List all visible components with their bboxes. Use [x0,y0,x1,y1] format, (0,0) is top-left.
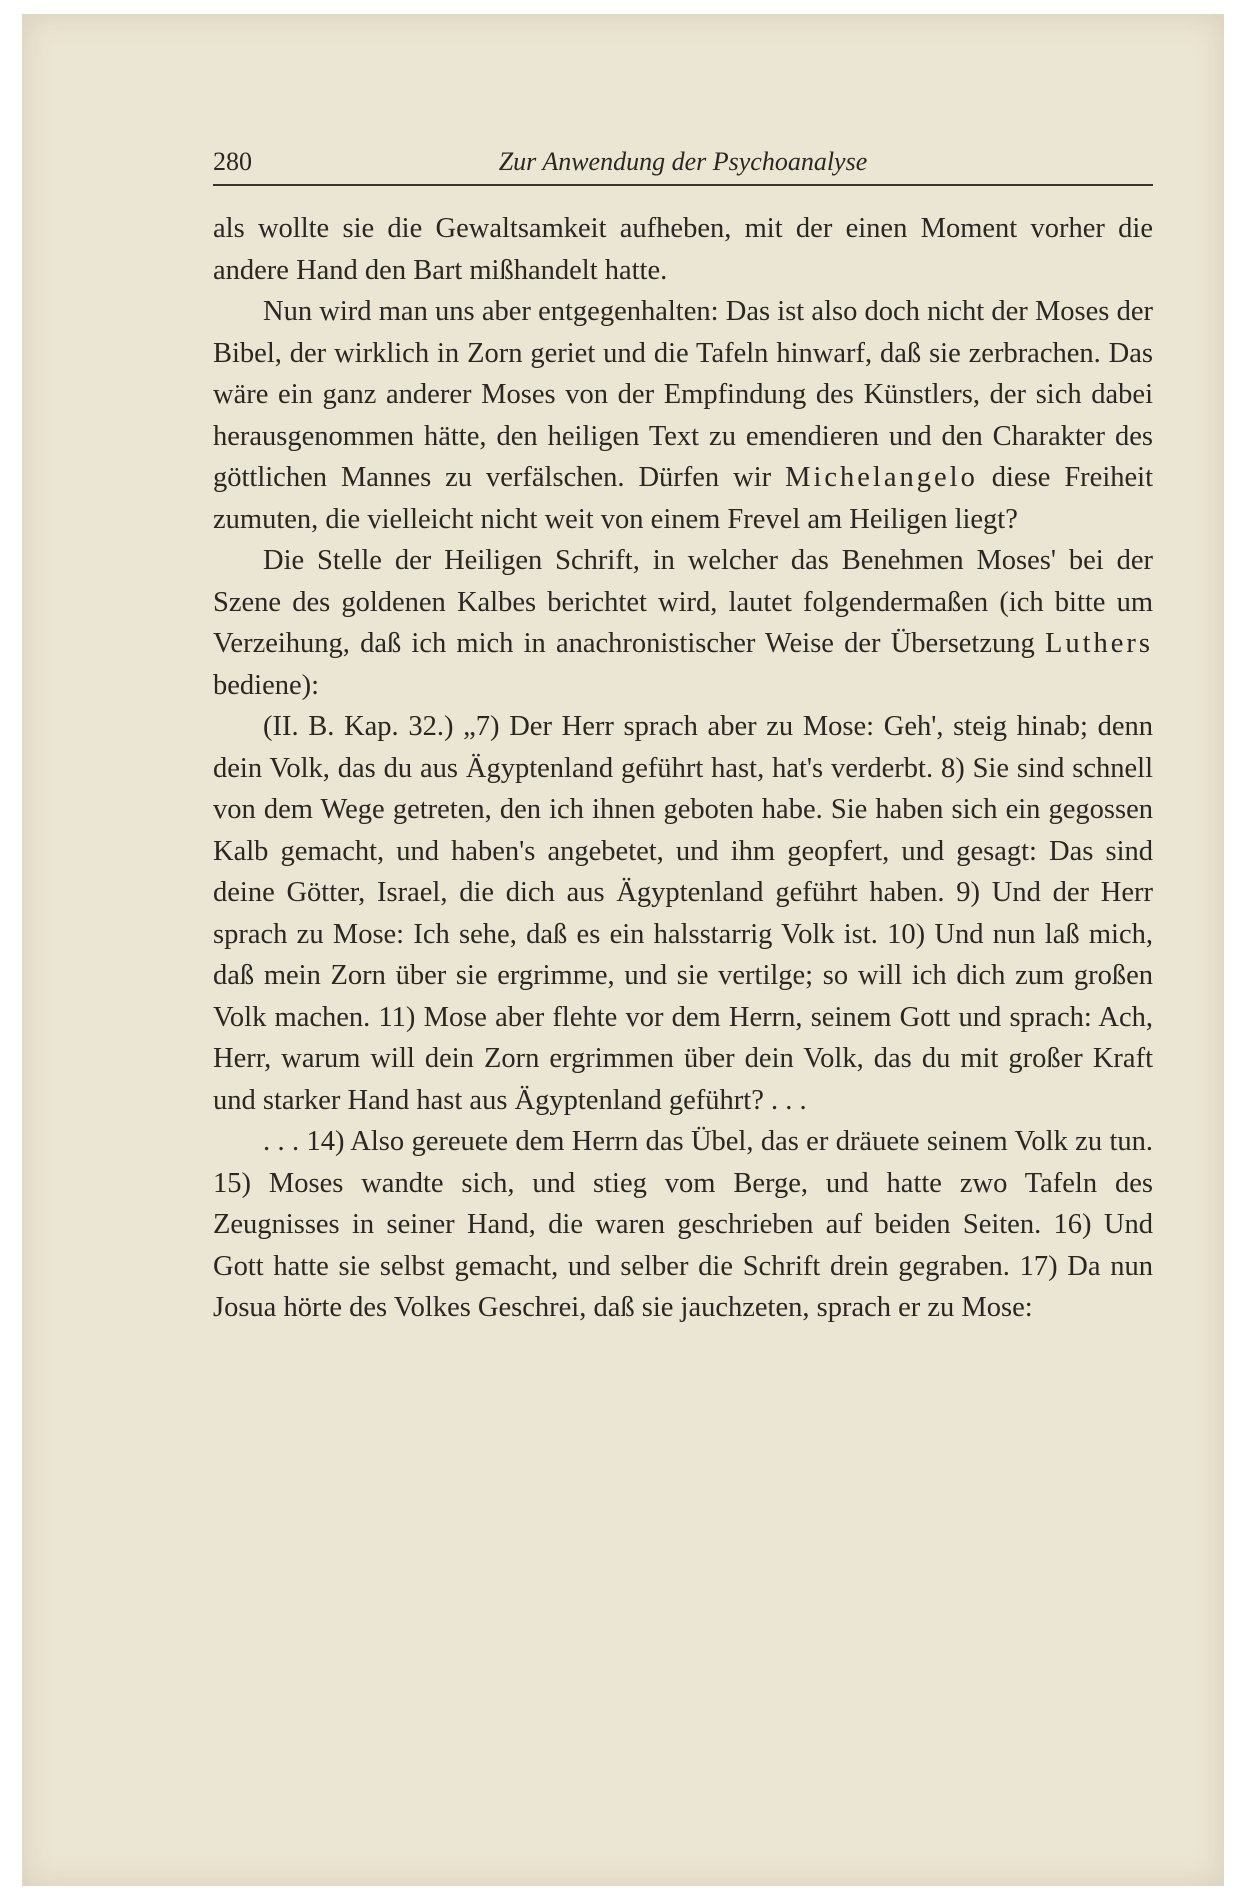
name-michelangelo: Michelangelo [785,462,978,493]
body-text [213,208,1153,1329]
paragraph-objection-text-end: diese Freiheit zumuten, die vielleicht nicht weit von einem Frevel am Heiligen liegt? [213,462,1153,535]
running-title: Zur Anwendung der Psychoanalyse [498,147,868,176]
paragraph-scripture-intro-text-end: bediene): [213,669,320,701]
quotation-exodus-part-2: . . . 14) Also gereuete dem Herrn das Übel, das er dräuete seinem Volk zu tun. 15) Moses wandte sich, und stieg vom Berge, und hatte zwo Tafeln des Zeugnisses in seiner Hand, die waren geschrieben auf beiden Seiten. 16) Und Gott hatte sie selbst gemacht, und selber die Schrift drein gegraben. 17) Da nun Josua hörte des Volkes Geschrei, daß sie jauchzeten, sprach er zu Mose: [213,1126,1153,1323]
paragraph-objection-text-start: Nun wird man uns aber entgegenhalten: Das ist also doch nicht der Moses der Bibel, der wirklich in Zorn geriet und die Tafeln hinwarf, daß sie zerbrachen. Das wäre ein ganz anderer Moses von der Empfindung des Künstlers, der sich dabei herausgenommen hätte, den heiligen Text zu emendieren und den Charakter des göttlichen Mannes zu verfälschen. Dürfen wir [213,296,1153,493]
name-luthers: Luthers [1044,628,1153,659]
book-page [213,140,1153,1329]
paragraph-scripture-intro-text-start: Die Stelle der Heiligen Schrift, in welcher das Benehmen Moses' bei der Szene des goldenen Kalbes berichtet wird, lautet folgendermaßen (ich bitte um Verzeihung, daß ich mich in anachronistischer Weise der Übersetzung [213,545,1153,659]
page-number: 280 [213,147,252,176]
quotation-exodus-part-1: (II. B. Kap. 32.) „7) Der Herr sprach aber zu Mose: Geh', steig hinab; denn dein Volk, das du aus Ägyptenland geführt hast, hat's verderbt. 8) Sie sind schnell von dem Wege getreten, den ich ihnen geboten habe. Sie haben sich ein gegossen Kalb gemacht, und haben's angebetet, und ihm geopfert, und gesagt: Das sind deine Götter, Israel, die dich aus Ägyptenland geführt haben. 9) Und der Herr sprach zu Mose: Ich sehe, daß es ein halsstarrig Volk ist. 10) Und nun laß mich, daß mein Zorn über sie ergrimme, und sie vertilge; so will ich dich zum großen Volk machen. 11) Mose aber flehte vor dem Herrn, seinem Gott und sprach: Ach, Herr, warum will dein Zorn ergrimmen über dein Volk, das du mit großer Kraft und starker Hand hast aus Ägyptenland geführt? . . . [213,711,1153,1116]
paragraph-scripture-intro [213,540,1153,706]
running-head [213,140,1153,186]
paragraph-objection [213,291,1153,540]
paragraph-continuation: als wollte sie die Gewaltsamkeit aufheben, mit der einen Moment vorher die andere Hand den Bart mißhandelt hatte. [213,213,1153,286]
